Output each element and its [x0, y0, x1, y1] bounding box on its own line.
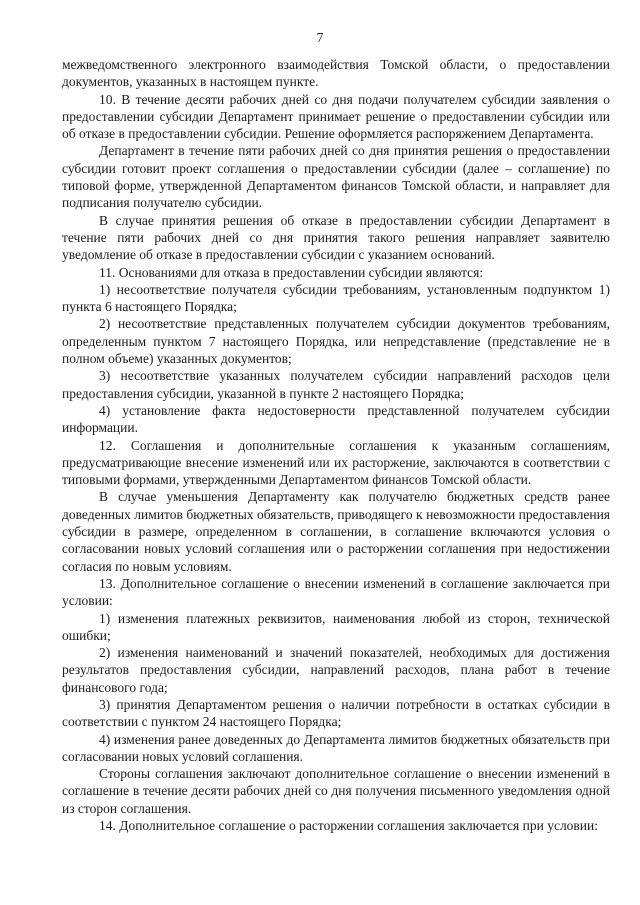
paragraph-clause-12: 12. Соглашения и дополнительные соглашения к указанным соглашениям, предусматривающие внесение изменений или их расторжение, заключаются в соответствии с типовыми формами, утвержденными Департаментом финансов Томской области.: [62, 437, 610, 488]
paragraph-amendment-item-4: 4) изменения ранее доведенных до Департамента лимитов бюджетных обязательств при согласовании новых условий соглашения.: [62, 731, 610, 764]
paragraph-clause-10: 10. В течение десяти рабочих дней со дня подачи получателем субсидии заявления о предоставлении субсидии Департамент принимает решение о предоставлении субсидии или об отказе в предоставлении субсидии. Решение оформляется распоряжением Департамента.: [62, 91, 610, 142]
paragraph-refusal-item-2: 2) несоответствие представленных получателем субсидии документов требованиям, определенным пунктом 7 настоящего Порядка, или непредставление (представление не в полном объеме) указанных документов;: [62, 316, 610, 367]
paragraph-refusal-item-3: 3) несоответствие указанных получателем субсидии направлений расходов цели предоставления субсидии, указанной в пункте 2 настоящего Порядка;: [62, 368, 610, 401]
paragraph-refusal-item-1: 1) несоответствие получателя субсидии требованиям, установленным подпунктом 1) пункта 6 настоящего Порядка;: [62, 281, 610, 315]
paragraph-amendment-item-1: 1) изменения платежных реквизитов, наименования любой из сторон, технической ошибки;: [62, 610, 610, 643]
document-body: [62, 56, 610, 834]
paragraph-clause-14: 14. Дополнительное соглашение о расторжении соглашения заключается при условии:: [99, 818, 599, 834]
paragraph-clause-13: 13. Дополнительное соглашение о внесении изменений в соглашение заключается при условии:: [62, 575, 610, 609]
paragraph-refusal-item-4: 4) установление факта недостоверности представленной получателем субсидии информации.: [62, 402, 610, 436]
paragraph-limits-reduction: В случае уменьшения Департаменту как получателю бюджетных средств ранее доведенных лимитов бюджетных обязательств, приводящего к невозможности предоставления субсидии в размере, определенном в соглашении, в соглашение включаются условия о согласовании новых условий соглашения или о расторжении соглашения при недостижении согласия по новым условиям.: [62, 489, 610, 574]
paragraph-amendment-deadline: Стороны соглашения заключают дополнительное соглашение о внесении изменений в соглашение в течение десяти рабочих дней со дня получения письменного уведомления одной из сторон соглашения.: [62, 766, 610, 816]
page-number: 7: [316, 30, 324, 45]
paragraph-amendment-item-3: 3) принятия Департаментом решения о наличии потребности в остатках субсидии в соответствии с пунктом 24 настоящего Порядка;: [62, 696, 610, 730]
paragraph-continuation: межведомственного электронного взаимодействия Томской области, о предоставлении документов, указанных в настоящем пункте.: [62, 57, 610, 90]
paragraph-refusal-notice: В случае принятия решения об отказе в предоставлении субсидии Департамент в течение пяти рабочих дней со дня принятия такого решения направляет заявителю уведомление об отказе в предоставлении субсидии с указанием оснований.: [62, 212, 610, 263]
paragraph-clause-11: 11. Основаниями для отказа в предоставлении субсидии являются:: [99, 264, 484, 280]
paragraph-amendment-item-2: 2) изменения наименований и значений показателей, необходимых для достижения результатов предоставления субсидии, направлений расходов, плана работ в течение финансового года;: [62, 645, 610, 695]
paragraph-agreement-preparation: Департамент в течение пяти рабочих дней со дня принятия решения о предоставлении субсидии готовит проект соглашения о предоставлении субсидии (далее – соглашение) по типовой форме, утвержденной Департаментом финансов Томской области, и направляет для подписания получателю субсидии.: [62, 143, 610, 211]
